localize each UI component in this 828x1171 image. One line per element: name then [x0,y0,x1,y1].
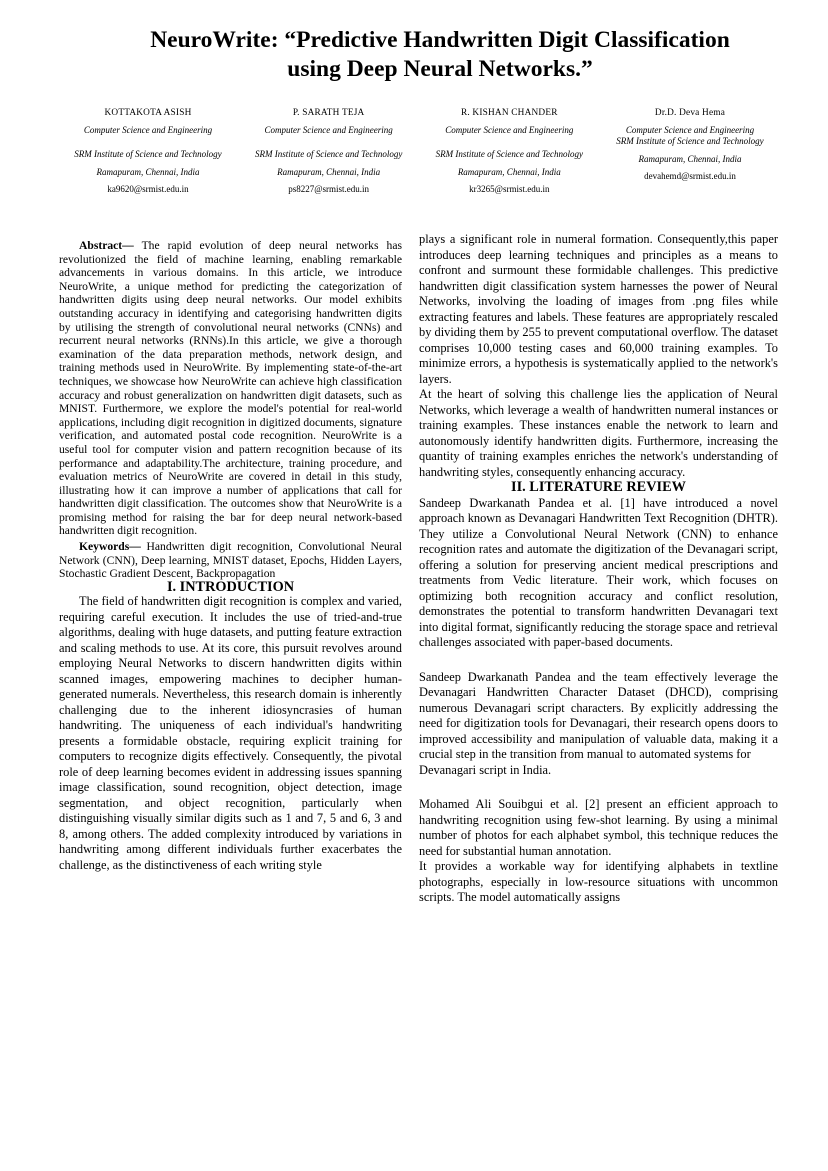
author-city: Ramapuram, Chennai, India [638,154,742,164]
left-column [59,239,402,873]
introduction-paragraph: The field of handwritten digit recognition is complex and varied, requiring careful execution. It includes the use of tried-and-true algorithms, dealing with huge datasets, and putting feature extraction and scaling methods to use. At its core, this pursuit revolves around employing Neural Networks to discern handwritten digits within scanned images, empowering machines to decipher human-generated numerals. Nevertheless, this research domain is inherently challenging due to the inherent idiosyncrasies of human handwriting. The uniqueness of each individual's handwriting presents a formidable obstacle, requiring explicit training for computers to recognize digits effectively. Consequently, the pivotal role of deep learning becomes evident in addressing issues spanning image classification, sound recognition, object detection, image segmentation, and object recognition, particularly when distinguishing visually similar digits such as 1 and 7, 5 and 6, 3 and 8, among others. The added complexity introduced by variations in handwriting among different individuals further exacerbates the challenge, as the distinctiveness of each writing style [59,594,402,872]
author-2 [241,108,417,195]
right-column [419,232,778,906]
author-email: devahemd@srmist.edu.in [644,171,736,181]
author-inst: SRM Institute of Science and Technology [74,149,222,159]
literature-paragraph-1: Sandeep Dwarkanath Pandea et al. [1] have introduced a novel approach known as Devanagari Handwritten Text Recognition (DHTR). They utilize a Convolutional Neural Network (CNN) to enhance recognition rates and automate the digitization of the Devanagari script, offering a solution for preserving ancient medical prescriptions and treatments from Vedic literature. Their work, which focuses on optimizing both recognition accuracy and conflict resolution, demonstrates the potential to transform handwritten Devanagari text into digital format, significantly reducing the storage space and retrieval challenges associated with paper-based documents. [419,495,778,649]
literature-paragraph-2 [419,670,778,779]
author-name: P. SARATH TEJA [292,108,365,118]
title-line-2: using Deep Neural Networks.” [287,56,593,82]
author-dept: Computer Science and Engineering [264,125,393,135]
abstract [59,239,402,538]
author-3 [421,108,597,195]
author-dept: Computer Science and Engineering [445,125,574,135]
literature-paragraph-3: Mohamed Ali Souibgui et al. [2] present an efficient approach to handwriting recognition using few-shot learning. By using a minimal number of photos for each alphabet symbol, this technique reduces the need for substantial human annotation. [419,797,778,858]
author-city: Ramapuram, Chennai, India [96,167,200,177]
author-1 [60,108,236,195]
introduction-paragraph-2: At the heart of solving this challenge lies the application of Neural Networks, which leverage a wealth of handwritten numeral instances or training examples. These instances enable the network to learn and autonomously identify handwritten digits. Furthermore, increasing the quantity of training examples enriches the network's understanding of handwriting styles, consequently enhancing accuracy. [419,387,778,479]
literature-paragraph-4: It provides a workable way for identifying alphabets in textline photographs, especially in low-resource situations with uncommon scripts. The model automatically assigns [419,859,778,904]
author-email: ka9620@srmist.edu.in [107,184,189,194]
abstract-label: Abstract— [79,239,134,252]
author-dept: Computer Science and Engineering [83,125,213,135]
author-dept: Computer Science and Engineering [625,125,755,135]
literature-paragraph-2-text: Sandeep Dwarkanath Pandea and the team effectively leverage the Devanagari Handwritten Character Dataset (DHCD), comprising numerous Devanagari script characters. By explicitly addressing the need for digitization tools for Devanagari, their research opens doors to improved accessibility and manipulation of valuable data, making it a crucial step in the transition from manual to automated systems for [419,669,778,761]
author-inst: SRM Institute of Science and Technology [254,149,403,159]
author-city: Ramapuram, Chennai, India [457,167,561,177]
author-inst: SRM Institute of Science and Technology [435,149,583,159]
author-4 [602,108,778,195]
author-name: KOTTAKOTA ASISH [104,108,192,118]
keywords-label: Keywords— [79,540,141,554]
author-block [60,108,778,195]
literature-paragraph-2-end: Devanagari script in India. [419,762,552,777]
author-name: Dr.D. Deva Hema [654,108,726,118]
introduction-paragraph-continued: plays a significant role in numeral formation. Consequently,this paper introduces deep learning techniques and principles as a means to confront and surmount these formidable challenges. This predictive handwritten digit classification system harnesses the power of Neural Networks, involving the loading of images from .png files while extracting features and labels. These features are appropriately rescaled by dividing them by 255 to prevent computational overflow. The dataset comprises 10,000 testing cases and 60,000 training examples. To minimize errors, a hypothesis is systematically applied to the network's layers. [419,232,778,386]
keywords-text: Handwritten digit recognition, Convolutional Neural Network (CNN), Deep learning, MNIST dataset, Epochs, Hidden Layers, Stochastic Gradient Descent, Backpropagation [59,540,402,581]
paper-title [40,26,828,84]
author-email: ps8227@srmist.edu.in [288,184,370,194]
keywords [59,540,402,581]
author-city: Ramapuram, Chennai, India [277,167,381,177]
author-inst: SRM Institute of Science and Technology [616,136,764,146]
section-heading-introduction: I. INTRODUCTION [166,578,295,595]
section-heading-literature-review: II. LITERATURE REVIEW [511,479,686,495]
author-email: kr3265@srmist.edu.in [469,184,550,194]
author-name: R. KISHAN CHANDER [460,108,558,118]
abstract-text: The rapid evolution of deep neural networks has revolutionized the field of machine learning, enabling remarkable advancements in various domains. In this article, we introduce NeuroWrite, a unique method for predicting the categorization of handwritten digits using deep neural networks. Our model exhibits outstanding accuracy in identifying and categorising handwritten digits by utilising the strength of convolutional neural networks (CNNs) and recurrent neural networks (RNNs).In this article, we give a thorough examination of the data preparation methods, network design, and training methods used in NeuroWrite. By implementing state-of-the-art techniques, we showcase how NeuroWrite can achieve high classification accuracy and robust generalization on handwritten digit datasets, such as MNIST. Furthermore, we explore the model's potential for real-world applications, including digit recognition in digitized documents, signature verification, and automated postal code recognition. NeuroWrite is a useful tool for computer vision and pattern recognition because of its performance and adaptability.The architecture, training procedure, and evaluation metrics of NeuroWrite are covered in detail in this study, illustrating how it can improve a number of applications that call for handwritten digit classification. The outcomes show that NeuroWrite is a promising method for raising the bar for deep neural network-based handwritten digit recognition. [59,239,402,538]
title-line-1: NeuroWrite: “Predictive Handwritten Digit Classification [150,27,730,53]
